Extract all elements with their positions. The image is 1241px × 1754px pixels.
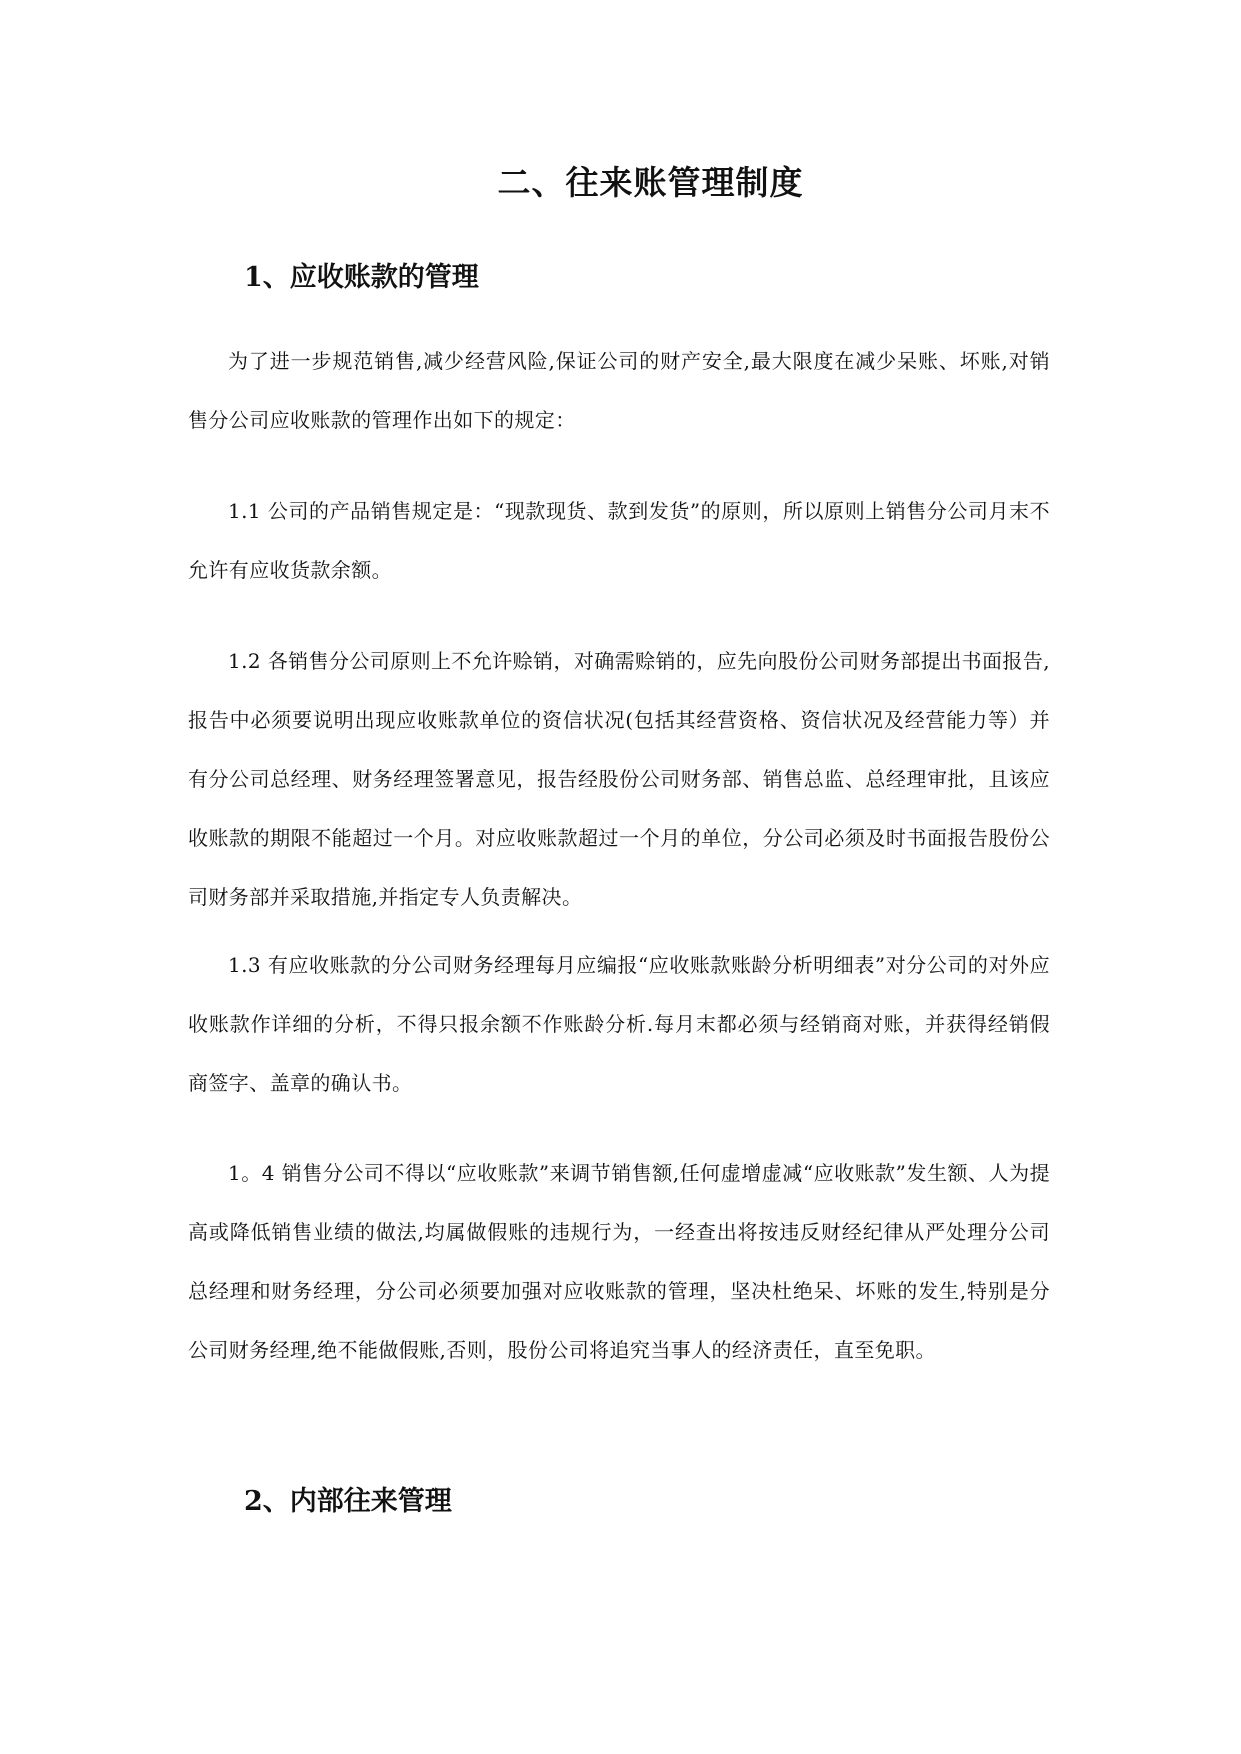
section-heading-receivables: 1、应收账款的管理 [244,262,479,293]
paragraph-1-1: 1.1 公司的产品销售规定是：“现款现货、款到发货”的原则，所以原则上销售分公司月末不允许有应收货款余额。 [188,499,1050,582]
section-heading-internal-accounts: 2、内部往来管理 [244,1486,452,1517]
paragraph-1-2: 1.2 各销售分公司原则上不允许赊销，对确需赊销的，应先向股份公司财务部提出书面报告,报告中必须要说明出现应收账款单位的资信状况(包括其经营资格、资信状况及经营能力等）并有分公司总经理、财务经理签署意见，报告经股份公司财务部、销售总监、总经理审批，且该应收账款的期限不能超过一个月。对应收账款超过一个月的单位，分公司必须及时书面报告股份公司财务部并采取措施,并指定专人负责解决。 [188,649,1050,909]
paragraph-1-3: 1.3 有应收账款的分公司财务经理每月应编报“应收账款账龄分析明细表”对分公司的对外应收账款作详细的分析，不得只报余额不作账龄分析.每月末都必须与经销商对账，并获得经销假商签字、盖章的确认书。 [188,953,1050,1095]
paragraph-intro: 为了进一步规范销售,减少经营风险,保证公司的财产安全,最大限度在减少呆账、坏账,对销售分公司应收账款的管理作出如下的规定： [188,349,1050,432]
document-title: 二、往来账管理制度 [497,163,804,202]
paragraph-1-4: 1。4 销售分公司不得以“应收账款”来调节销售额,任何虚增虚减“应收账款”发生额、人为提高或降低销售业绩的做法,均属做假账的违规行为，一经查出将按违反财经纪律从严处理分公司总经理和财务经理，分公司必须要加强对应收账款的管理，坚决杜绝呆、坏账的发生,特别是分公司财务经理,绝不能做假账,否则，股份公司将追究当事人的经济责任，直至免职。 [188,1161,1050,1362]
